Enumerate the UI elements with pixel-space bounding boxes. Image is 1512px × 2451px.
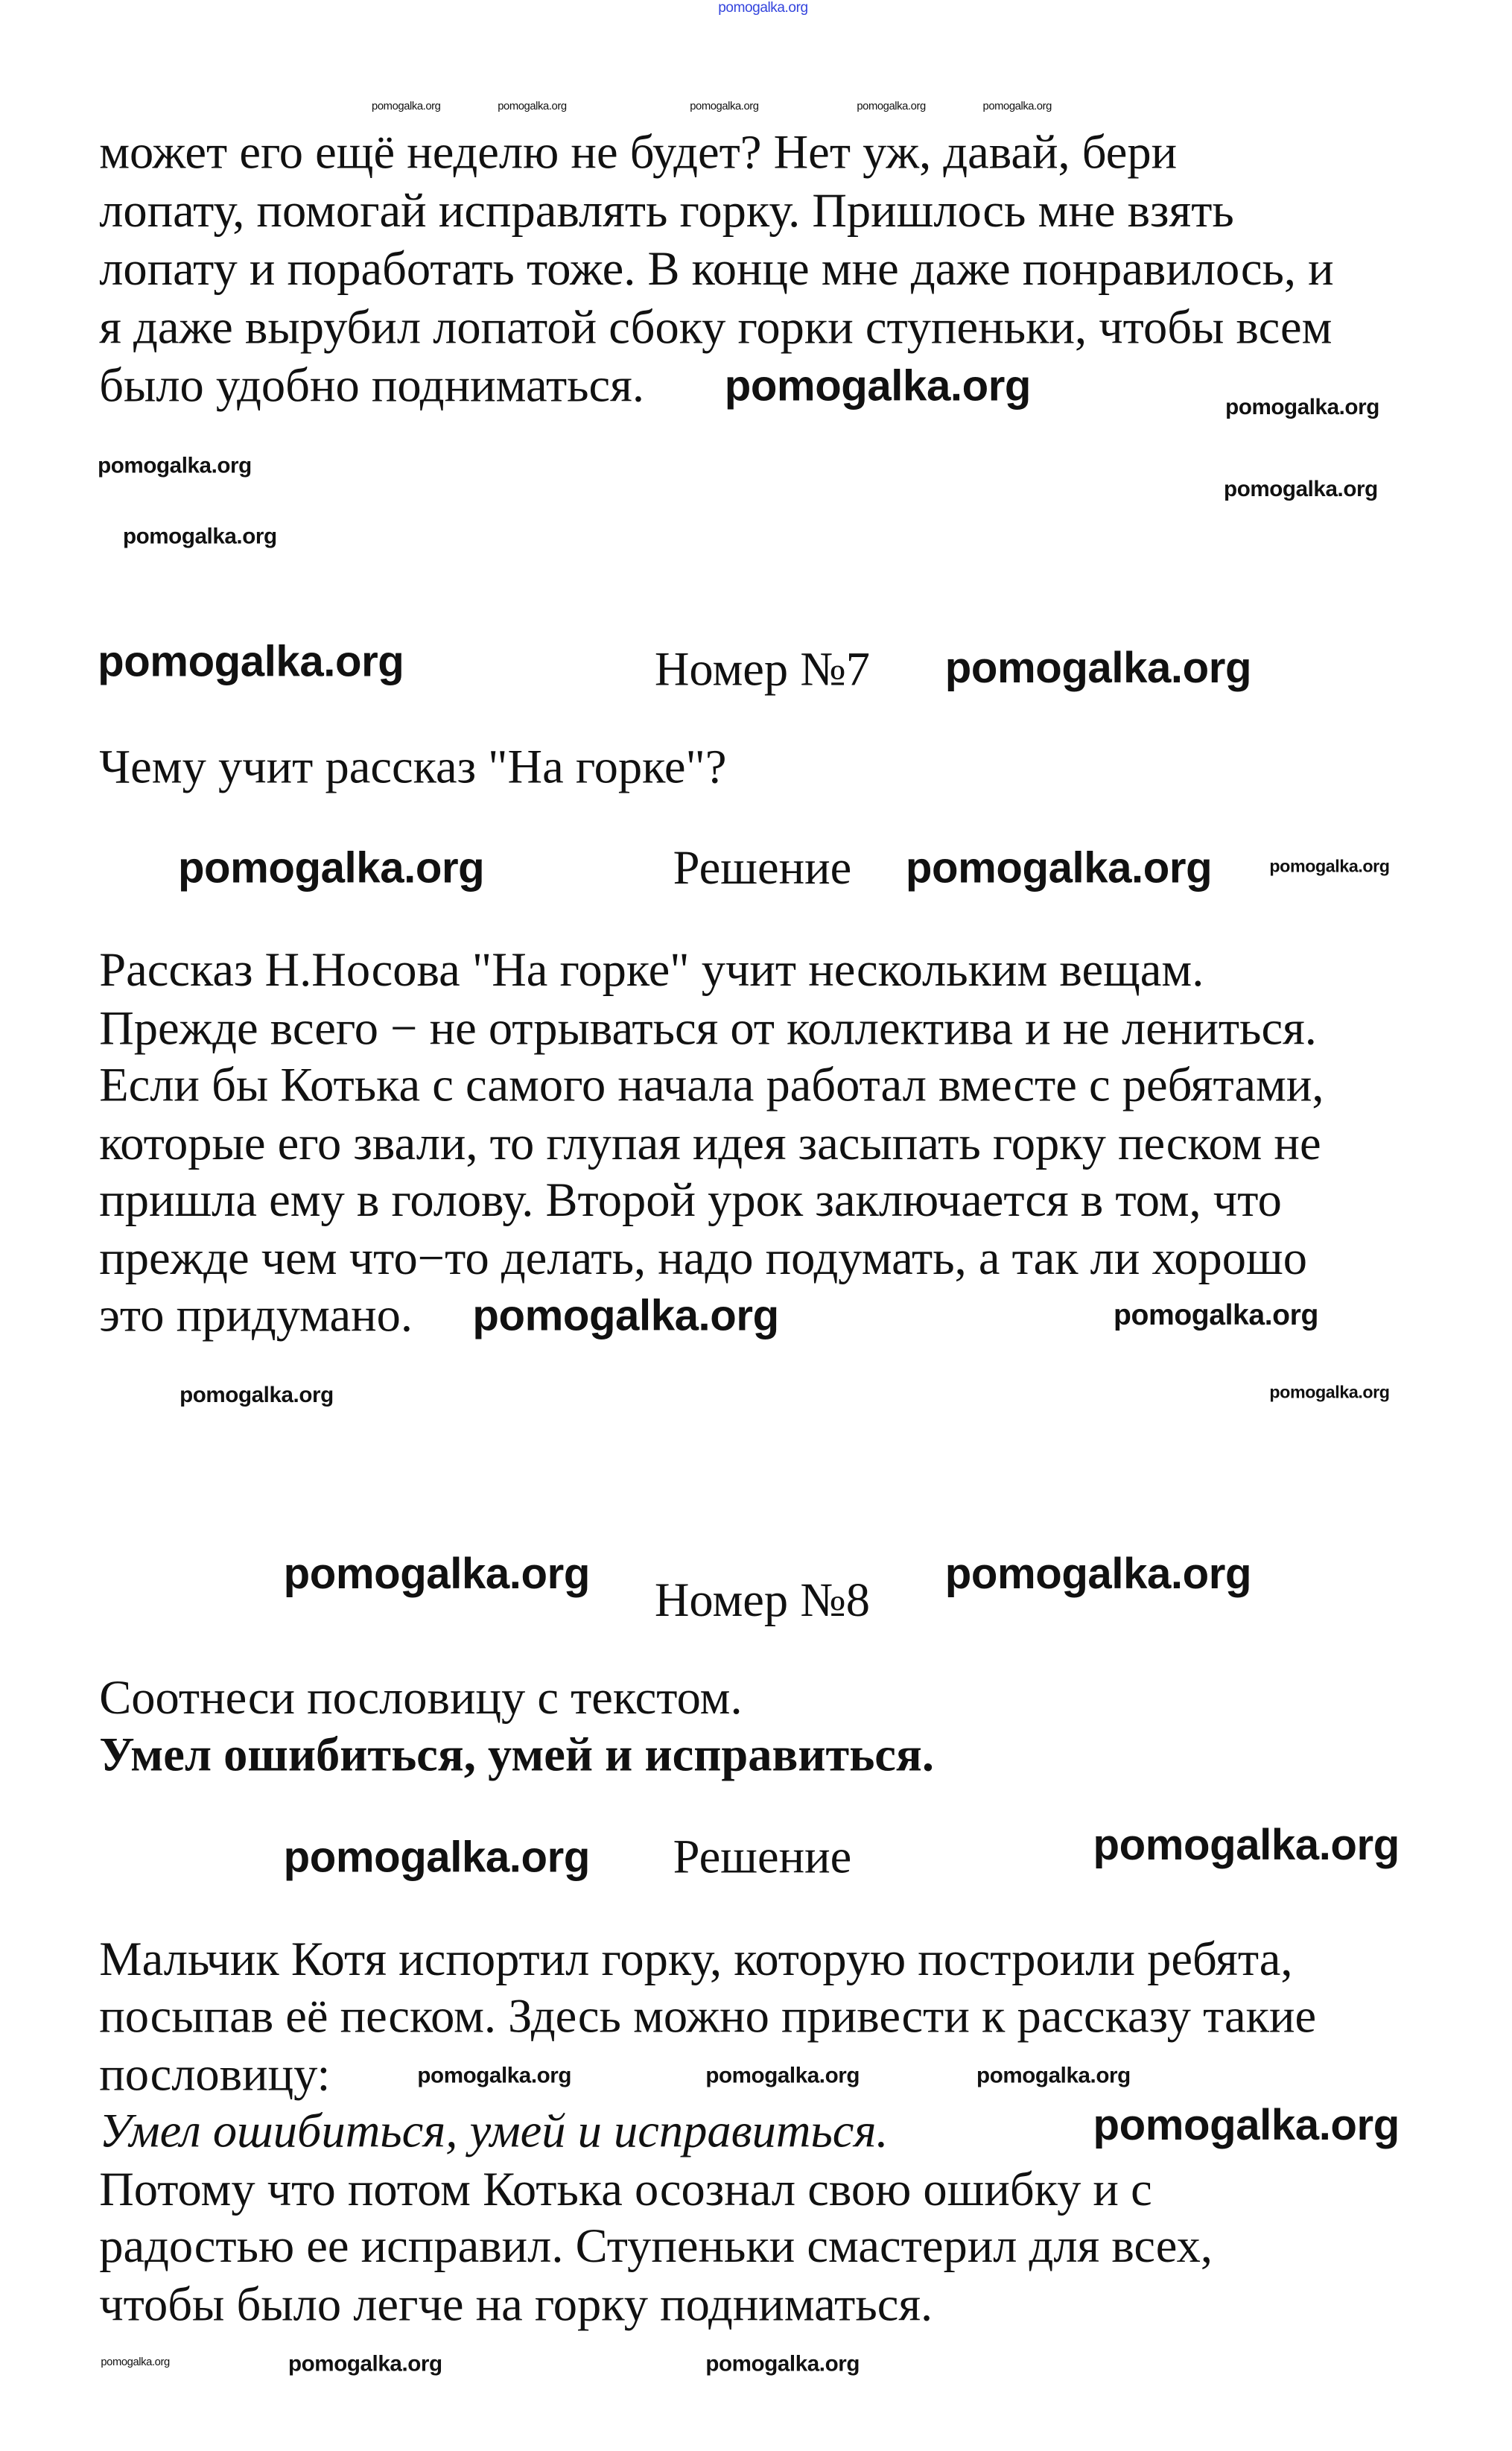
text-line: которые его звали, то глупая идея засыпать горку песком не xyxy=(99,1116,1321,1170)
watermark: pomogalka.org xyxy=(1224,475,1378,501)
watermark: pomogalka.org xyxy=(1225,393,1379,419)
text-line: Прежде всего − не отрываться от коллектива и не лениться. xyxy=(99,1001,1317,1056)
text-line: пришла ему в голову. Второй урок заключается в том, что xyxy=(99,1173,1282,1227)
text-line: лопату и поработать тоже. В конце мне даже понравилось, и xyxy=(99,242,1334,297)
watermark: pomogalka.org xyxy=(417,2062,572,2087)
text-line: это придумано. xyxy=(99,1288,413,1342)
task8-question: Соотнеси пословицу с текстом. xyxy=(99,1671,743,1725)
text-line: чтобы было легче на горку подниматься. xyxy=(99,2277,933,2332)
watermark: pomogalka.org xyxy=(472,1290,779,1339)
watermark: pomogalka.org xyxy=(177,843,485,892)
watermark: pomogalka.org xyxy=(122,523,277,548)
text-line: радостью ее исправил. Ступеньки смастерил для всех, xyxy=(99,2219,1213,2273)
watermark: pomogalka.org xyxy=(705,2062,860,2087)
watermark: pomogalka.org xyxy=(857,101,926,113)
watermark: pomogalka.org xyxy=(705,2350,860,2376)
text-line: Мальчик Котя испортил горку, которую построили ребята, xyxy=(99,1932,1293,1986)
watermark: pomogalka.org xyxy=(1269,1383,1390,1404)
task8-solution-label: Решение xyxy=(673,1830,852,1884)
text-line: прежде чем что−то делать, надо подумать, а так ли хорошо xyxy=(99,1231,1307,1285)
task8-proverb: Умел ошибиться, умей и исправиться. xyxy=(99,1728,934,1782)
watermark: pomogalka.org xyxy=(283,1549,590,1598)
text-line: пословицу: xyxy=(99,2047,331,2102)
watermark: pomogalka.org xyxy=(288,2350,442,2376)
watermark: pomogalka.org xyxy=(976,2062,1131,2087)
task7-heading: Номер №7 xyxy=(654,642,871,697)
task7-solution-label: Решение xyxy=(673,840,852,895)
watermark: pomogalka.org xyxy=(180,1381,334,1407)
watermark: pomogalka.org xyxy=(944,643,1252,692)
watermark: pomogalka.org xyxy=(724,361,1032,410)
watermark: pomogalka.org xyxy=(905,843,1213,892)
watermark: pomogalka.org xyxy=(944,1549,1252,1598)
watermark: pomogalka.org xyxy=(498,101,567,113)
text-line: может его ещё неделю не будет? Нет уж, давай, бери xyxy=(99,125,1178,180)
watermark: pomogalka.org xyxy=(982,101,1052,113)
watermark: pomogalka.org xyxy=(101,2357,170,2369)
watermark: pomogalka.org xyxy=(372,101,441,113)
task8-heading: Номер №8 xyxy=(654,1573,871,1627)
text-line: лопату, помогай исправлять горку. Пришлось мне взять xyxy=(99,183,1234,238)
text-line: Если бы Котька с самого начала работал вместе с ребятами, xyxy=(99,1058,1324,1112)
watermark: pomogalka.org xyxy=(98,451,252,478)
watermark: pomogalka.org xyxy=(1093,1819,1400,1869)
watermark: pomogalka.org xyxy=(1093,2100,1400,2149)
answer-proverb: Умел ошибиться, умей и исправиться. xyxy=(99,2104,889,2158)
watermark: pomogalka.org xyxy=(718,0,808,16)
watermark: pomogalka.org xyxy=(98,636,404,686)
watermark: pomogalka.org xyxy=(690,101,759,113)
task7-question: Чему учит рассказ "На горке"? xyxy=(99,740,727,794)
text-line: Рассказ Н.Носова "На горке" учит нескольким вещам. xyxy=(99,943,1204,998)
watermark: pomogalka.org xyxy=(1269,857,1390,877)
text-line: я даже вырубил лопатой сбоку горки ступеньки, чтобы всем xyxy=(99,300,1332,355)
text-line: Потому что потом Котька осознал свою ошибку и с xyxy=(99,2162,1152,2216)
text-line: было удобно подниматься. xyxy=(99,358,644,413)
text-line: посыпав её песком. Здесь можно привести к рассказу такие xyxy=(99,1989,1317,2043)
watermark: pomogalka.org xyxy=(283,1832,590,1882)
watermark: pomogalka.org xyxy=(1114,1297,1318,1331)
